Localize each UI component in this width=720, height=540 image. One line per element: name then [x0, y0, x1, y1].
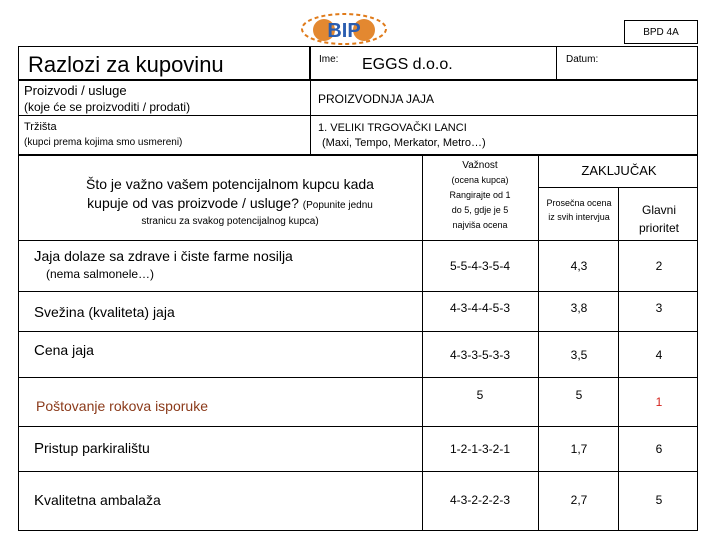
row-average: 3,8: [570, 301, 588, 315]
logo-text: BIP: [327, 20, 361, 42]
row-priority: 5: [655, 493, 663, 507]
question-title: [40, 175, 420, 215]
row-priority: 3: [655, 301, 663, 315]
table-row-label: [34, 248, 293, 281]
markets-value: [318, 121, 486, 151]
row-label-initial: S: [34, 304, 45, 321]
row-ratings: 5: [476, 388, 484, 402]
importance-header-line: Važnost: [462, 160, 498, 171]
importance-header-line: Rangirajte od 1: [449, 190, 511, 200]
row-label-text: aja dolaze sa zdrave i čiste farme nosilja: [41, 248, 293, 264]
importance-header-line: do 5, gdje je 5: [451, 205, 509, 215]
row-label-initial: K: [34, 492, 45, 509]
row-label-text: vežina (kvaliteta) jaja: [44, 304, 175, 320]
row-priority: 2: [655, 259, 663, 273]
row-priority: 4: [655, 348, 663, 362]
average-header-line: iz svih intervjua: [548, 212, 610, 222]
markets-label-line1: Tržišta: [24, 121, 57, 133]
company-name: EGGS d.o.o.: [362, 56, 453, 73]
row-ratings: 1-2-1-3-2-1: [449, 442, 511, 456]
markets-value-line2: (Maxi, Tempo, Merkator, Metro…): [322, 137, 486, 149]
table-row-label: [36, 398, 208, 414]
products-value: PROIZVODNJA JAJA: [318, 92, 435, 106]
question-subtitle: stranicu za svakog potencijalnog kupca): [141, 216, 319, 227]
date-label: Datum:: [566, 54, 599, 65]
row-label-sub: (nema salmonele…): [46, 267, 155, 281]
conclusion-header: ZAKLJUČAK: [581, 163, 657, 178]
row-ratings: 5-5-4-3-5-4: [449, 259, 511, 273]
row-priority: 1: [655, 395, 663, 409]
markets-label: [24, 120, 182, 150]
row-average: 1,7: [570, 442, 588, 456]
row-label-text: Poštovanje rokova isporuke: [36, 398, 208, 414]
bip-logo: [300, 12, 388, 46]
row-label-initial: C: [34, 342, 45, 359]
question-note: (Popunite jednu: [302, 200, 373, 211]
form-code: BPD 4A: [624, 20, 698, 44]
row-label-initial: P: [34, 440, 45, 457]
table-row-label: [34, 492, 161, 509]
priority-header: [620, 201, 698, 237]
row-label-text: valitetna ambalaža: [44, 492, 161, 508]
importance-header: [425, 158, 535, 233]
priority-header-line: prioritet: [638, 221, 679, 235]
importance-header-line: najviša ocena: [452, 220, 508, 230]
row-label-text: ristup parkiralištu: [44, 440, 150, 456]
question-line2: [40, 194, 420, 215]
table-row-label: [34, 342, 94, 359]
name-label: Ime:: [319, 54, 339, 65]
row-ratings: 4-3-4-4-5-3: [449, 301, 511, 315]
row-label-text: ena jaja: [44, 342, 94, 358]
average-header-line: Prosečna ocena: [546, 198, 612, 208]
row-ratings: 4-3-3-5-3-3: [449, 348, 511, 362]
row-average: 5: [575, 388, 583, 402]
products-label-line2: (koje će se proizvoditi / prodati): [24, 100, 191, 114]
table-row-label: [34, 440, 150, 457]
products-label: [24, 83, 190, 115]
markets-value-line1: 1. VELIKI TRGOVAČKI LANCI: [318, 122, 467, 134]
markets-label-line2: (kupci prema kojima smo usmereni): [24, 137, 183, 148]
average-header: [540, 196, 618, 224]
table-row-label: [34, 304, 175, 321]
question-line2-text: kupuje od vas proizvode / usluge?: [87, 195, 299, 211]
page-title: Razlozi za kupovinu: [28, 52, 224, 77]
priority-header-line: Glavni: [641, 203, 676, 217]
row-label-initial: J: [34, 248, 42, 265]
row-average: 3,5: [570, 348, 588, 362]
row-priority: 6: [655, 442, 663, 456]
row-average: 4,3: [570, 259, 588, 273]
question-line1: Što je važno vašem potencijalnom kupcu kada: [86, 176, 374, 192]
importance-header-line: (ocena kupca): [451, 175, 509, 185]
row-ratings: 4-3-2-2-2-3: [449, 493, 511, 507]
row-average: 2,7: [570, 493, 588, 507]
products-label-line1: Proizvodi / usluge: [24, 83, 127, 98]
